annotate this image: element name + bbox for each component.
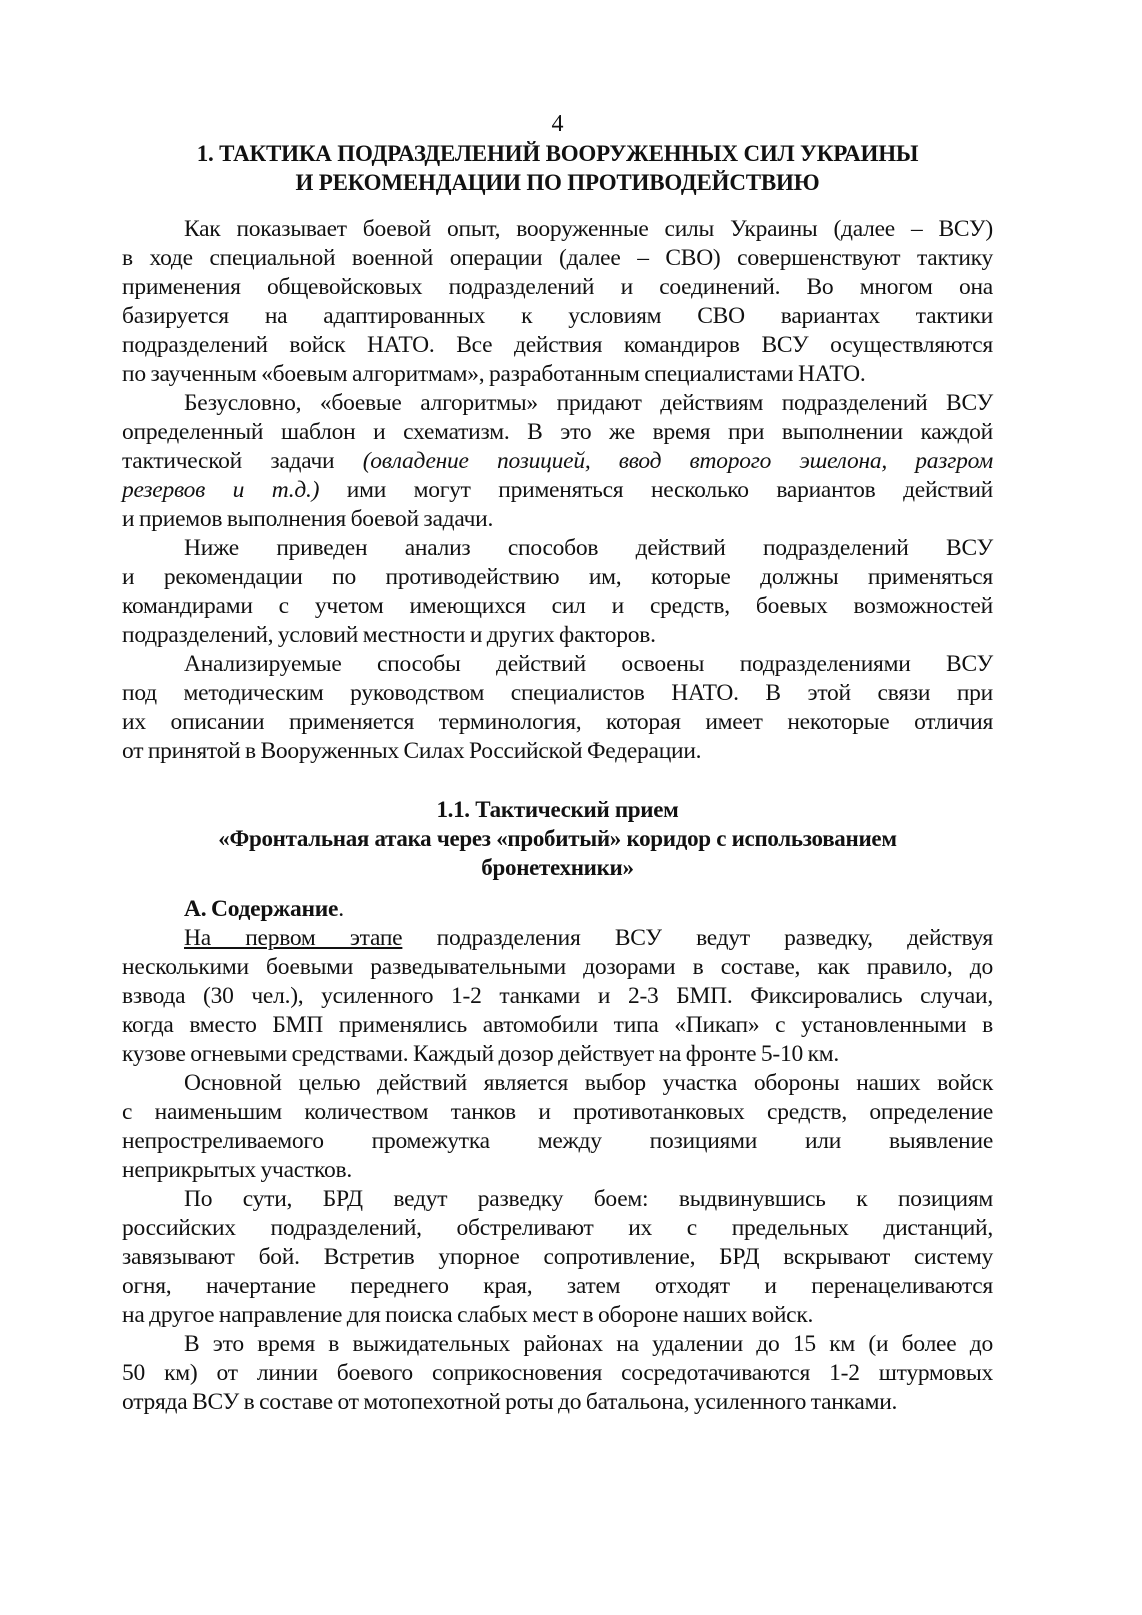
- text-line: [122, 418, 993, 447]
- text-run: непростреливаемого промежутка между позициями или выявление: [122, 1128, 993, 1154]
- text-run: тактической задачи: [122, 448, 363, 474]
- text-run: подразделения ВСУ ведут разведку, действуя: [402, 925, 993, 951]
- text-line: [122, 1301, 993, 1330]
- text-run: завязывают бой. Встретив упорное сопротивление, БРД вскрывают систему: [122, 1244, 993, 1270]
- text-line: [122, 737, 993, 766]
- chapter-title-line: И РЕКОМЕНДАЦИИ ПО ПРОТИВОДЕЙСТВИЮ: [295, 170, 820, 195]
- text-line: [122, 1185, 993, 1214]
- text-line: [122, 982, 993, 1011]
- text-line: [122, 1214, 993, 1243]
- text-line: [122, 215, 993, 244]
- text-line: [122, 331, 993, 360]
- section-title-line: бронетехники»: [481, 855, 634, 880]
- text-run: кузове огневыми средствами. Каждый дозор действует на фронте 5-10 км.: [122, 1041, 840, 1067]
- text-run: и приемов выполнения боевой задачи.: [122, 506, 494, 532]
- text-run: определенный шаблон и схематизм. В это же время при выполнении каждой: [122, 419, 993, 445]
- text-line: [122, 389, 993, 418]
- text-run: несколькими боевыми разведывательными дозорами в составе, как правило, до: [122, 954, 993, 980]
- text-run: по заученным «боевым алгоритмам», разработанным специалистами НАТО.: [122, 361, 866, 387]
- text-run: 50 км) от линии боевого соприкосновения сосредотачиваются 1-2 штурмовых: [122, 1360, 993, 1386]
- text-line: [122, 1330, 993, 1359]
- text-run: неприкрытых участков.: [122, 1157, 352, 1183]
- text-run: на другое направление для поиска слабых мест в обороне наших войск.: [122, 1302, 814, 1328]
- text-line: [122, 592, 993, 621]
- paragraph: [122, 534, 993, 650]
- text-run: под методическим руководством специалистов НАТО. В этой связи при: [122, 680, 993, 706]
- text-run: применения общевойсковых подразделений и соединений. Во многом она: [122, 274, 993, 300]
- text-line: [122, 1388, 993, 1417]
- text-line: [122, 563, 993, 592]
- text-line: [122, 1098, 993, 1127]
- text-line: [122, 1272, 993, 1301]
- text-line: [122, 1011, 993, 1040]
- paragraph: [122, 1330, 993, 1417]
- text-line: [122, 302, 993, 331]
- text-run: Основной целью действий является выбор участка обороны наших войск: [184, 1070, 993, 1096]
- text-line: [122, 273, 993, 302]
- italic-text: (овладение позицией, ввод второго эшелона, разгром: [362, 448, 993, 474]
- text-line: [122, 621, 993, 650]
- underlined-text: На первом этапе: [184, 925, 403, 951]
- text-line: [122, 1359, 993, 1388]
- section-title-line: 1.1. Тактический прием: [436, 797, 679, 822]
- text-line: [122, 447, 993, 476]
- text-run: По сути, БРД ведут разведку боем: выдвинувшись к позициям: [184, 1186, 993, 1212]
- intro-text: [122, 215, 993, 766]
- paragraph: [122, 924, 993, 1069]
- text-run: Ниже приведен анализ способов действий подразделений ВСУ: [184, 535, 993, 561]
- paragraph: [122, 389, 993, 534]
- text-run: когда вместо БМП применялись автомобили типа «Пикап» с установленными в: [122, 1012, 993, 1038]
- text-line: [122, 1156, 993, 1185]
- text-run: Безусловно, «боевые алгоритмы» придают действиям подразделений ВСУ: [184, 390, 993, 416]
- text-run: от принятой в Вооруженных Силах Российской Федерации.: [122, 738, 702, 764]
- text-run: российских подразделений, обстреливают их с предельных дистанций,: [122, 1215, 993, 1241]
- text-run: ими могут применяться несколько вариантов действий: [319, 477, 993, 503]
- text-run: с наименьшим количеством танков и противотанковых средств, определение: [122, 1099, 993, 1125]
- text-run: базируется на адаптированных к условиям СВО вариантах тактики: [122, 303, 993, 329]
- paragraph: [122, 215, 993, 389]
- paragraph: [122, 1069, 993, 1185]
- text-line: [122, 360, 993, 389]
- paragraph: [122, 650, 993, 766]
- text-line: [122, 505, 993, 534]
- text-line: [122, 1243, 993, 1272]
- text-run: В это время в выжидательных районах на удалении до 15 км (и более до: [184, 1331, 993, 1357]
- text-line: [122, 244, 993, 273]
- chapter-title-line: 1. ТАКТИКА ПОДРАЗДЕЛЕНИЙ ВООРУЖЕННЫХ СИЛ УКРАИНЫ: [196, 141, 919, 166]
- text-run: подразделений, условий местности и других факторов.: [122, 622, 656, 648]
- text-run: Анализируемые способы действий освоены подразделениями ВСУ: [184, 651, 993, 677]
- italic-text: резервов и т.д.): [122, 477, 320, 503]
- text-line: [122, 1127, 993, 1156]
- text-line: [122, 953, 993, 982]
- subsection-heading: [122, 895, 993, 924]
- text-run: и рекомендации по противодействию им, которые должны применяться: [122, 564, 993, 590]
- text-line: [122, 679, 993, 708]
- text-line: [122, 1069, 993, 1098]
- subsection-heading-bold: А. Содержание: [184, 896, 339, 922]
- text-run: взвода (30 чел.), усиленного 1-2 танками и 2-3 БМП. Фиксировались случаи,: [122, 983, 993, 1009]
- text-line: [122, 924, 993, 953]
- page-number: 4: [551, 111, 564, 137]
- subsection-heading-tail: .: [338, 896, 344, 922]
- text-line: [122, 708, 993, 737]
- text-run: командирами с учетом имеющихся сил и средств, боевых возможностей: [122, 593, 993, 619]
- text-run: в ходе специальной военной операции (далее – СВО) совершенствуют тактику: [122, 245, 993, 271]
- text-run: Как показывает боевой опыт, вооруженные силы Украины (далее – ВСУ): [184, 216, 993, 242]
- text-run: отряда ВСУ в составе от мотопехотной роты до батальона, усиленного танками.: [122, 1389, 898, 1415]
- text-run: огня, начертание переднего края, затем отходят и перенацеливаются: [122, 1273, 993, 1299]
- text-line: [122, 476, 993, 505]
- section-title-line: «Фронтальная атака через «пробитый» коридор с использованием: [218, 826, 897, 851]
- text-line: [122, 534, 993, 563]
- paragraph: [122, 1185, 993, 1330]
- text-line: [122, 1040, 993, 1069]
- text-line: [122, 650, 993, 679]
- document-page: [122, 110, 993, 1417]
- section-text: [122, 924, 993, 1417]
- text-run: их описании применяется терминология, которая имеет некоторые отличия: [122, 709, 993, 735]
- text-run: подразделений войск НАТО. Все действия командиров ВСУ осуществляются: [122, 332, 993, 358]
